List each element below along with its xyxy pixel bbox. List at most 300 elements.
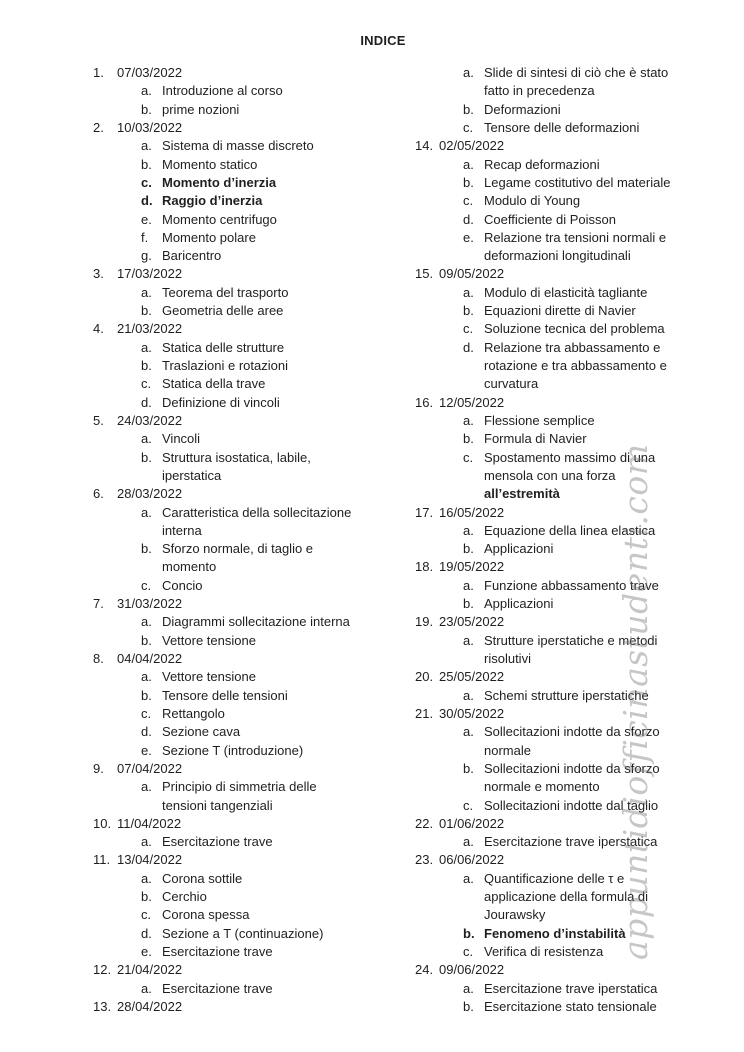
- entry-text: Slide di sintesi di ciò che è stato: [484, 65, 669, 80]
- entry-text: Traslazioni e rotazioni: [162, 358, 288, 373]
- index-topic-line: [415, 833, 740, 851]
- index-topic-line: [415, 302, 740, 320]
- entry-text: interna: [162, 522, 202, 538]
- index-topic-line: [415, 943, 740, 961]
- entry-letter: a.: [141, 779, 152, 795]
- entry-text: Momento d’inerzia: [162, 174, 277, 190]
- index-topic-line: [415, 540, 740, 558]
- entry-letter: b.: [141, 303, 152, 319]
- index-date-line: [93, 998, 408, 1016]
- index-topic-line: [93, 247, 408, 265]
- index-topic-line: [93, 375, 408, 393]
- entry-letter: a.: [141, 138, 152, 154]
- index-date-line: [93, 412, 408, 430]
- entry-letter: a.: [141, 834, 152, 850]
- index-column-right: [415, 64, 740, 1016]
- entry-text: Esercitazione trave: [162, 944, 273, 959]
- entry-letter: a.: [463, 834, 474, 850]
- entry-letter: f.: [141, 229, 149, 245]
- index-date-line: [415, 851, 740, 869]
- entry-text: Recap deformazioni: [484, 156, 600, 172]
- entry-text: Deformazioni: [484, 101, 561, 117]
- index-topic-line: [415, 375, 740, 393]
- index-topic-line: [93, 174, 408, 192]
- entry-letter: b.: [463, 431, 474, 447]
- entry-text: Sezione a T (continuazione): [162, 925, 324, 941]
- entry-letter: b.: [141, 632, 152, 648]
- index-topic-line: [93, 888, 408, 906]
- entry-text: Equazioni dirette di Navier: [484, 303, 636, 319]
- entry-text: 10/03/2022: [117, 119, 183, 135]
- entry-text: prime nozioni: [162, 101, 240, 117]
- entry-number: 13.: [93, 998, 112, 1014]
- entry-text: 09/05/2022: [439, 266, 505, 282]
- entry-letter: e.: [141, 742, 152, 758]
- index-topic-line: [415, 687, 740, 705]
- entry-letter: a.: [463, 65, 474, 80]
- entry-text: Diagrammi sollecitazione interna: [162, 614, 350, 630]
- entry-letter: b.: [463, 760, 474, 776]
- entry-text: Esercitazione trave: [162, 834, 273, 850]
- entry-text: Schemi strutture iperstatiche: [484, 687, 649, 703]
- entry-text: Statica della trave: [162, 376, 266, 392]
- index-date-line: [93, 851, 408, 869]
- entry-number: 22.: [415, 815, 434, 831]
- entry-text: Rettangolo: [162, 705, 225, 721]
- index-date-line: [93, 595, 408, 613]
- entry-number: 3.: [93, 266, 104, 282]
- index-topic-line: [415, 174, 740, 192]
- entry-text: Quantificazione delle τ e: [484, 870, 625, 886]
- entry-letter: b.: [141, 687, 152, 703]
- entry-letter: c.: [463, 797, 474, 813]
- index-date-line: [93, 485, 408, 503]
- entry-letter: c.: [463, 119, 474, 135]
- entry-letter: c.: [463, 449, 474, 465]
- entry-text: Principio di simmetria delle: [162, 779, 317, 795]
- index-topic-line: [93, 925, 408, 943]
- index-topic-line: [93, 613, 408, 631]
- entry-letter: e.: [141, 211, 152, 227]
- entry-text: Equazione della linea elastica: [484, 522, 656, 538]
- entry-text: deformazioni longitudinali: [484, 248, 631, 264]
- index-topic-line: [415, 998, 740, 1016]
- entry-text: Sollecitazioni indotte da sforzo: [484, 760, 660, 776]
- index-date-line: [415, 504, 740, 522]
- entry-text: all’estremità: [484, 486, 560, 502]
- entry-letter: d.: [141, 193, 153, 209]
- entry-text: curvatura: [484, 376, 539, 392]
- entry-text: Formula di Navier: [484, 431, 587, 447]
- entry-letter: c.: [141, 376, 152, 392]
- index-topic-line: [415, 357, 740, 375]
- entry-letter: c.: [141, 174, 152, 190]
- index-topic-line: [415, 430, 740, 448]
- entry-text: Momento centrifugo: [162, 211, 277, 227]
- entry-text: Raggio d’inerzia: [162, 193, 263, 209]
- entry-text: 04/04/2022: [117, 651, 183, 666]
- entry-letter: b.: [141, 156, 152, 172]
- entry-text: 12/05/2022: [439, 394, 505, 410]
- entry-text: 28/03/2022: [117, 486, 183, 502]
- entry-letter: a.: [463, 577, 474, 593]
- entry-text: Geometria delle aree: [162, 303, 284, 319]
- index-date-line: [93, 119, 408, 137]
- index-date-line: [415, 668, 740, 686]
- entry-letter: a.: [141, 431, 152, 447]
- index-date-line: [415, 961, 740, 979]
- index-date-line: [415, 137, 740, 155]
- entry-text: risolutivi: [484, 651, 531, 666]
- entry-letter: a.: [463, 980, 474, 996]
- entry-letter: c.: [141, 705, 152, 721]
- entry-text: 06/06/2022: [439, 852, 505, 868]
- entry-text: Sistema di masse discreto: [162, 138, 314, 154]
- index-topic-line: [415, 211, 740, 229]
- entry-text: Teorema del trasporto: [162, 284, 289, 300]
- entry-text: 11/04/2022: [117, 815, 182, 831]
- entry-letter: a.: [463, 156, 474, 172]
- entry-text: tensioni tangenziali: [162, 797, 273, 813]
- entry-text: iperstatica: [162, 467, 222, 483]
- entry-text: Funzione abbassamento trave: [484, 577, 659, 593]
- entry-number: 7.: [93, 596, 104, 612]
- entry-number: 2.: [93, 119, 104, 135]
- entry-letter: b.: [141, 889, 152, 905]
- entry-text: Verifica di resistenza: [484, 944, 604, 959]
- entry-number: 17.: [415, 504, 434, 520]
- index-topic-line: [93, 577, 408, 595]
- entry-text: Fenomeno d’instabilità: [484, 925, 626, 941]
- index-topic-line: [415, 650, 740, 668]
- entry-text: Legame costitutivo del materiale: [484, 174, 671, 190]
- index-topic-line: [93, 101, 408, 119]
- entry-letter: a.: [141, 284, 152, 300]
- entry-letter: b.: [141, 449, 152, 465]
- index-topic-line: [415, 412, 740, 430]
- entry-letter: e.: [141, 944, 152, 959]
- index-topic-line: [415, 284, 740, 302]
- index-topic-line: [93, 137, 408, 155]
- entry-number: 14.: [415, 138, 434, 154]
- entry-letter: d.: [141, 394, 152, 410]
- entry-text: Jourawsky: [484, 907, 546, 923]
- entry-text: 31/03/2022: [117, 596, 183, 612]
- entry-letter: a.: [141, 870, 152, 886]
- entry-text: Modulo di Young: [484, 193, 581, 209]
- index-date-line: [93, 64, 408, 82]
- entry-text: Sezione cava: [162, 724, 241, 740]
- index-topic-line: [93, 687, 408, 705]
- entry-text: Momento polare: [162, 229, 256, 245]
- entry-number: 16.: [415, 394, 434, 410]
- entry-text: Applicazioni: [484, 596, 554, 612]
- index-topic-line: [415, 723, 740, 741]
- index-date-line: [93, 760, 408, 778]
- entry-letter: b.: [463, 303, 474, 319]
- index-topic-line: [93, 504, 408, 522]
- entry-text: 24/03/2022: [117, 412, 183, 428]
- entry-number: 8.: [93, 651, 104, 666]
- index-topic-line: [93, 284, 408, 302]
- index-date-line: [415, 705, 740, 723]
- index-topic-line: [93, 558, 408, 576]
- index-topic-line: [415, 980, 740, 998]
- entry-text: Modulo di elasticità tagliante: [484, 284, 648, 300]
- entry-letter: a.: [463, 632, 474, 648]
- index-topic-line: [415, 467, 740, 485]
- entry-text: Sollecitazioni indotte dal taglio: [484, 797, 659, 813]
- index-topic-line: [415, 797, 740, 815]
- entry-text: Vettore tensione: [162, 669, 256, 685]
- entry-text: 16/05/2022: [439, 504, 505, 520]
- index-topic-line: [415, 760, 740, 778]
- entry-text: fatto in precedenza: [484, 83, 595, 99]
- entry-text: Spostamento massimo di una: [484, 449, 656, 465]
- index-date-line: [93, 650, 408, 668]
- index-topic-line: [93, 82, 408, 100]
- entry-letter: b.: [141, 541, 152, 557]
- entry-letter: a.: [463, 522, 474, 538]
- index-topic-line: [415, 485, 740, 503]
- entry-text: Cerchio: [162, 889, 207, 905]
- index-topic-line: [93, 229, 408, 247]
- entry-letter: a.: [463, 284, 474, 300]
- entry-text: Statica delle strutture: [162, 339, 285, 355]
- entry-letter: b.: [463, 101, 474, 117]
- entry-text: 09/06/2022: [439, 962, 505, 978]
- entry-text: Vincoli: [162, 431, 201, 447]
- entry-text: normale e momento: [484, 779, 600, 795]
- entry-text: Esercitazione trave: [162, 980, 273, 996]
- entry-text: Relazione tra abbassamento e: [484, 339, 661, 355]
- entry-number: 1.: [93, 65, 104, 80]
- index-topic-line: [415, 742, 740, 760]
- entry-number: 9.: [93, 760, 104, 776]
- entry-number: 18.: [415, 559, 434, 575]
- index-topic-line: [93, 449, 408, 467]
- entry-letter: e.: [463, 229, 474, 245]
- entry-letter: d.: [463, 211, 474, 227]
- entry-text: momento: [162, 559, 217, 575]
- entry-letter: b.: [463, 541, 474, 557]
- entry-number: 5.: [93, 412, 104, 428]
- entry-letter: c.: [463, 193, 474, 209]
- index-topic-line: [93, 467, 408, 485]
- entry-letter: a.: [141, 504, 152, 520]
- entry-letter: c.: [141, 907, 152, 923]
- entry-letter: d.: [463, 339, 474, 355]
- entry-letter: d.: [141, 925, 152, 941]
- entry-text: Introduzione al corso: [162, 83, 283, 99]
- entry-letter: c.: [141, 577, 152, 593]
- entry-text: Definizione di vincoli: [162, 394, 280, 410]
- entry-text: Tensore delle tensioni: [162, 687, 288, 703]
- index-topic-line: [415, 156, 740, 174]
- entry-text: Corona sottile: [162, 870, 243, 886]
- index-topic-line: [93, 156, 408, 174]
- index-date-line: [93, 961, 408, 979]
- entry-letter: a.: [463, 724, 474, 740]
- entry-text: Relazione tra tensioni normali e: [484, 229, 667, 245]
- index-topic-line: [415, 449, 740, 467]
- index-topic-line: [93, 357, 408, 375]
- entry-text: Vettore tensione: [162, 632, 256, 648]
- index-date-line: [415, 558, 740, 576]
- entry-text: applicazione della formula di: [484, 889, 649, 905]
- index-topic-line: [415, 870, 740, 888]
- entry-text: 21/03/2022: [117, 321, 183, 337]
- entry-text: Caratteristica della sollecitazione: [162, 504, 352, 520]
- index-topic-line: [93, 980, 408, 998]
- entry-text: 23/05/2022: [439, 614, 505, 630]
- entry-text: Corona spessa: [162, 907, 250, 923]
- entry-text: Concio: [162, 577, 203, 593]
- index-topic-line: [415, 82, 740, 100]
- entry-letter: a.: [141, 83, 152, 99]
- index-date-line: [415, 394, 740, 412]
- entry-text: 07/04/2022: [117, 760, 183, 776]
- index-topic-line: [93, 211, 408, 229]
- index-topic-line: [415, 906, 740, 924]
- entry-letter: a.: [463, 412, 474, 428]
- index-topic-line: [93, 522, 408, 540]
- entry-text: 25/05/2022: [439, 669, 505, 685]
- index-topic-line: [415, 778, 740, 796]
- entry-text: Sforzo normale, di taglio e: [162, 541, 314, 557]
- entry-text: 21/04/2022: [117, 962, 183, 978]
- entry-text: Tensore delle deformazioni: [484, 119, 640, 135]
- index-topic-line: [93, 430, 408, 448]
- entry-letter: a.: [141, 339, 152, 355]
- entry-text: Esercitazione trave iperstatica: [484, 980, 658, 996]
- entry-text: Esercitazione trave iperstatica: [484, 834, 658, 850]
- watermark-text: appuntidiofficinastudenti.com: [616, 443, 655, 960]
- entry-text: 17/03/2022: [117, 266, 183, 282]
- entry-text: normale: [484, 742, 531, 758]
- index-topic-line: [93, 632, 408, 650]
- entry-text: Momento statico: [162, 156, 258, 172]
- index-date-line: [415, 613, 740, 631]
- entry-number: 23.: [415, 852, 434, 868]
- page-title: INDICE: [360, 33, 406, 48]
- index-date-line: [415, 815, 740, 833]
- entry-text: 30/05/2022: [439, 705, 505, 721]
- entry-letter: g.: [141, 248, 152, 264]
- index-topic-line: [415, 925, 740, 943]
- entry-text: 28/04/2022: [117, 998, 183, 1014]
- entry-number: 20.: [415, 669, 434, 685]
- entry-letter: d.: [141, 724, 152, 740]
- index-topic-line: [93, 723, 408, 741]
- index-date-line: [415, 265, 740, 283]
- index-topic-line: [93, 797, 408, 815]
- entry-text: 02/05/2022: [439, 138, 505, 154]
- entry-letter: b.: [141, 358, 152, 373]
- entry-letter: a.: [463, 870, 474, 886]
- index-topic-line: [415, 522, 740, 540]
- entry-text: Coefficiente di Poisson: [484, 211, 617, 227]
- entry-text: Flessione semplice: [484, 412, 595, 428]
- entry-number: 19.: [415, 614, 434, 630]
- entry-letter: c.: [463, 321, 474, 337]
- entry-text: Struttura isostatica, labile,: [162, 449, 311, 465]
- entry-text: Sezione T (introduzione): [162, 742, 304, 758]
- entry-number: 21.: [415, 705, 434, 721]
- index-topic-line: [415, 247, 740, 265]
- index-date-line: [93, 815, 408, 833]
- index-topic-line: [93, 339, 408, 357]
- index-topic-line: [415, 192, 740, 210]
- entry-number: 11.: [93, 852, 111, 868]
- index-topic-line: [93, 302, 408, 320]
- entry-letter: b.: [463, 174, 474, 190]
- entry-letter: a.: [463, 687, 474, 703]
- index-topic-line: [93, 742, 408, 760]
- index-topic-line: [93, 705, 408, 723]
- entry-letter: a.: [141, 669, 152, 685]
- entry-text: Strutture iperstatiche e metodi: [484, 632, 658, 648]
- entry-text: rotazione e tra abbassamento e: [484, 358, 667, 373]
- index-topic-line: [415, 595, 740, 613]
- entry-text: Sollecitazioni indotte da sforzo: [484, 724, 660, 740]
- index-topic-line: [415, 229, 740, 247]
- index-topic-line: [415, 101, 740, 119]
- index-topic-line: [93, 906, 408, 924]
- entry-number: 10.: [93, 815, 112, 831]
- index-topic-line: [415, 888, 740, 906]
- index-topic-line: [93, 870, 408, 888]
- entry-letter: b.: [463, 998, 474, 1014]
- index-topic-line: [93, 394, 408, 412]
- index-topic-line: [93, 943, 408, 961]
- entry-letter: b.: [463, 925, 475, 941]
- index-topic-line: [93, 778, 408, 796]
- entry-text: Baricentro: [162, 248, 222, 264]
- entry-text: 13/04/2022: [117, 852, 183, 868]
- index-date-line: [93, 320, 408, 338]
- index-topic-line: [415, 577, 740, 595]
- index-topic-line: [93, 192, 408, 210]
- index-date-line: [93, 265, 408, 283]
- index-topic-line: [93, 668, 408, 686]
- index-topic-line: [415, 119, 740, 137]
- entry-number: 15.: [415, 266, 434, 282]
- index-column-left: [93, 64, 408, 1016]
- entry-text: Applicazioni: [484, 541, 554, 557]
- entry-number: 12.: [93, 962, 112, 978]
- index-topic-line: [93, 540, 408, 558]
- entry-text: 19/05/2022: [439, 559, 505, 575]
- entry-text: mensola con una forza: [484, 467, 616, 483]
- index-topic-line: [93, 833, 408, 851]
- entry-text: 01/06/2022: [439, 815, 505, 831]
- index-topic-line: [415, 64, 740, 82]
- entry-letter: c.: [463, 944, 474, 959]
- index-topic-line: [415, 320, 740, 338]
- entry-letter: a.: [141, 980, 152, 996]
- entry-number: 24.: [415, 962, 434, 978]
- index-topic-line: [415, 339, 740, 357]
- entry-text: 07/03/2022: [117, 65, 183, 80]
- entry-letter: a.: [141, 614, 152, 630]
- entry-number: 4.: [93, 321, 104, 337]
- entry-text: Soluzione tecnica del problema: [484, 321, 665, 337]
- entry-text: Esercitazione stato tensionale: [484, 998, 657, 1014]
- entry-letter: b.: [463, 596, 474, 612]
- index-topic-line: [415, 632, 740, 650]
- entry-number: 6.: [93, 486, 104, 502]
